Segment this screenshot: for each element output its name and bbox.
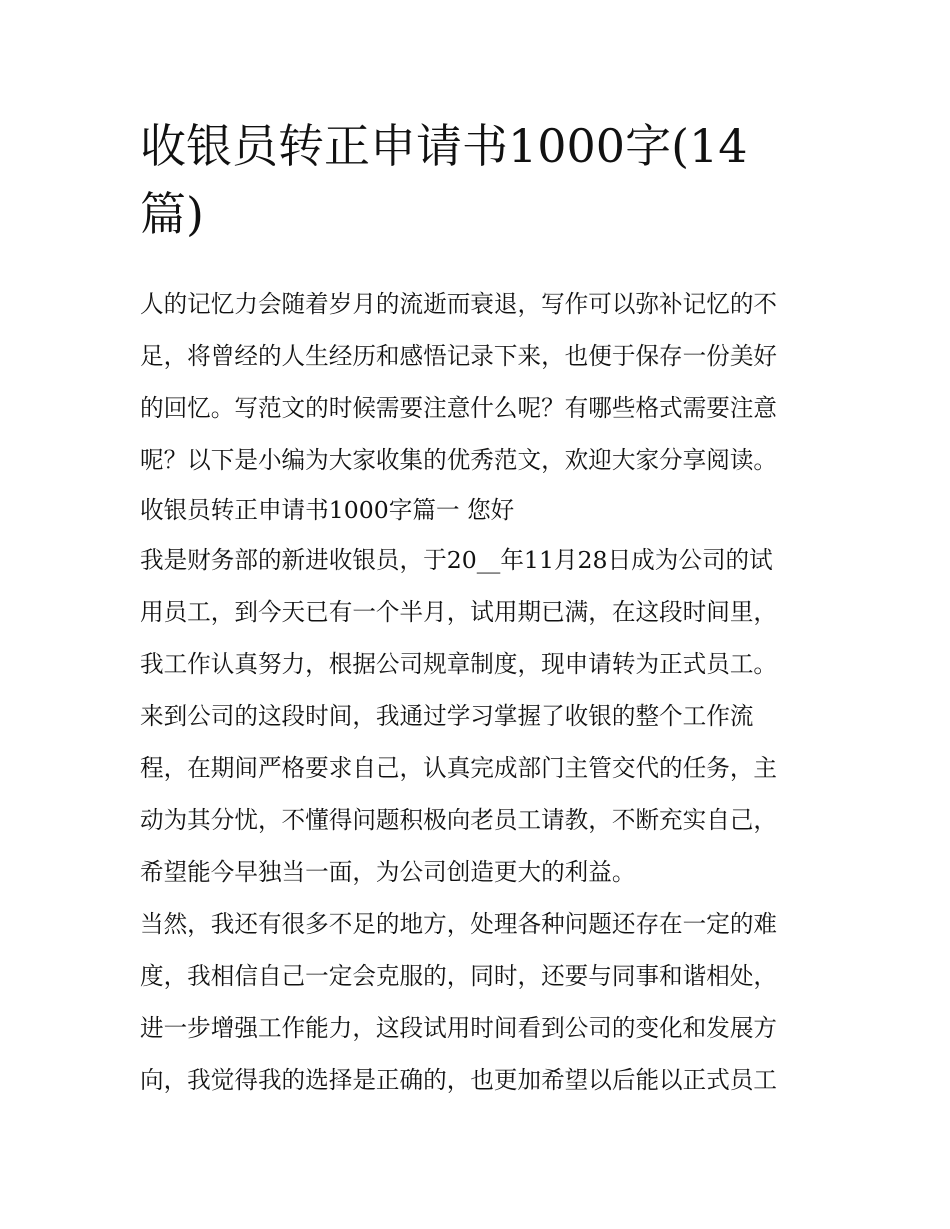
body-line: 程，在期间严格要求自己，认真完成部门主管交代的任务，主 <box>140 754 778 782</box>
section-heading-line: 收银员转正申请书1000字篇一 您好 <box>140 496 515 524</box>
body-line: 足，将曾经的人生经历和感悟记录下来，也便于保存一份美好 <box>140 342 778 370</box>
body-line: 动为其分忧，不懂得问题积极向老员工请教，不断充实自己， <box>140 806 778 834</box>
body-line: 度，我相信自己一定会克服的，同时，还要与同事和谐相处， <box>140 962 778 990</box>
body-line: 呢？以下是小编为大家收集的优秀范文，欢迎大家分享阅读。 <box>140 446 778 474</box>
body-line: 当然，我还有很多不足的地方，处理各种问题还存在一定的难 <box>140 910 778 938</box>
body-line: 的回忆。写范文的时候需要注意什么呢？有哪些格式需要注意 <box>140 394 778 422</box>
body-line: 来到公司的这段时间，我通过学习掌握了收银的整个工作流 <box>140 702 754 730</box>
body-line: 人的记忆力会随着岁月的流逝而衰退，写作可以弥补记忆的不 <box>140 290 778 318</box>
body-line: 进一步增强工作能力，这段试用时间看到公司的变化和发展方 <box>140 1014 778 1042</box>
body-line: 我工作认真努力，根据公司规章制度，现申请转为正式员工。 <box>140 650 778 678</box>
body-line: 我是财务部的新进收银员，于20__年11月28日成为公司的试 <box>140 546 773 574</box>
body-line: 用员工，到今天已有一个半月，试用期已满，在这段时间里， <box>140 598 778 626</box>
body-line: 向，我觉得我的选择是正确的，也更加希望以后能以正式员工 <box>140 1066 778 1094</box>
document-title: 收银员转正申请书1000字(14篇) <box>140 119 748 241</box>
document-body <box>140 278 820 1106</box>
body-line: 希望能今早独当一面，为公司创造更大的利益。 <box>140 858 636 886</box>
